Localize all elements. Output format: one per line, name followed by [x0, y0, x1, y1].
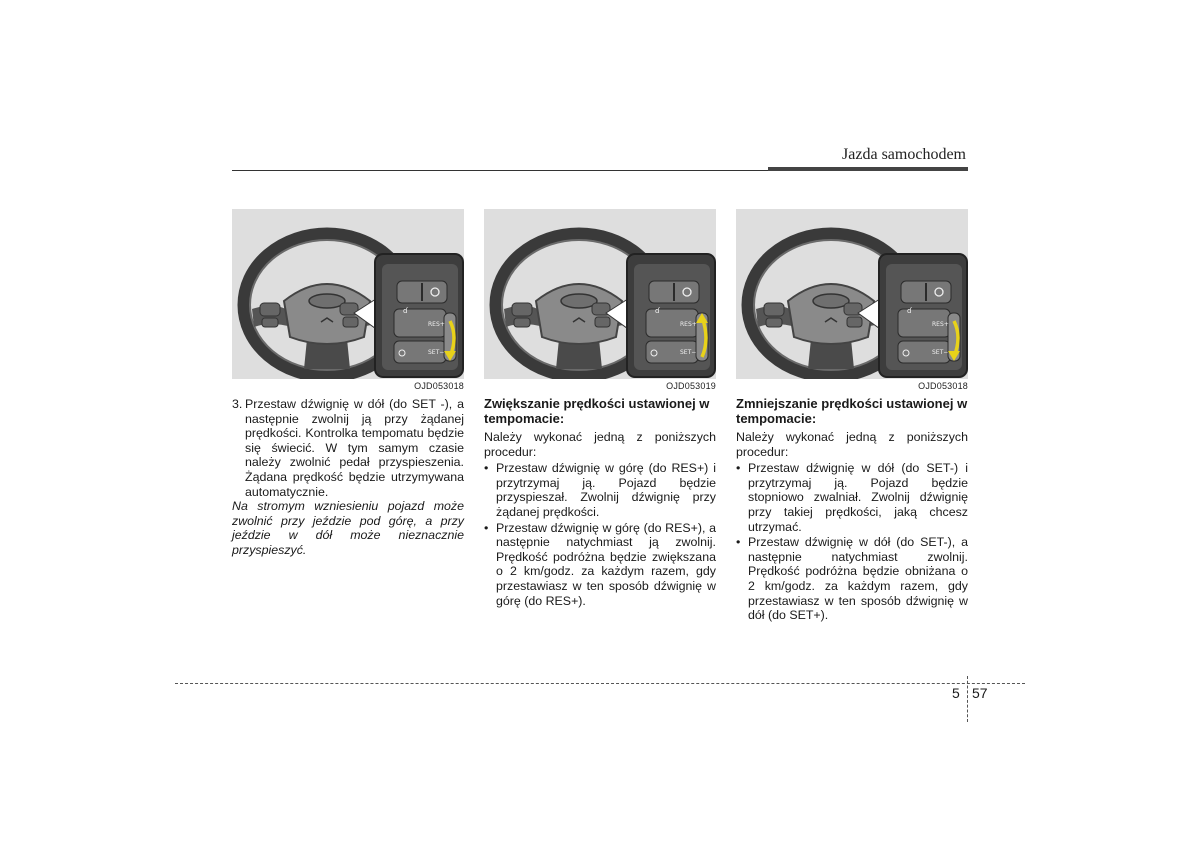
header-rule: [232, 170, 768, 171]
list-item-text: Przestaw dźwignię w górę (do RES+) i przytrzymaj ją. Pojazd będzie przyspieszał. Zwolnij dźwignię przy żądanej prędkości.: [496, 461, 716, 519]
bullet-icon: •: [484, 461, 489, 476]
intro-text: Należy wykonać jedną z poniższych procedur:: [484, 430, 716, 459]
figure-code: OJD053018: [414, 381, 464, 391]
set-switch-label: SET−: [932, 349, 949, 356]
set-switch-label: SET−: [428, 349, 445, 356]
section-title: Jazda samochodem: [842, 146, 966, 163]
numbered-step: [232, 397, 464, 499]
steering-wheel-figure: [484, 209, 716, 379]
step-text: Przestaw dźwignię w dół (do SET -), a następnie zwolnij ją przy żądanej prędkości. Kontrolka tempomatu będzie się świecić. W tym samym czasie należy zwolnić pedał przyspieszenia. Żądana prędkość będzie utrzymywana automatycznie.: [245, 397, 464, 499]
column-increase-speed: [484, 209, 716, 609]
intro-text: Należy wykonać jedną z poniższych procedur:: [736, 430, 968, 459]
page-number: 57: [972, 685, 988, 701]
footer-rule: [175, 683, 1025, 684]
res-switch-label: RES+: [680, 321, 697, 328]
bullet-icon: •: [736, 461, 741, 476]
list-item: [484, 521, 716, 609]
page-number-separator: [967, 676, 968, 722]
res-switch-label: RES+: [428, 321, 445, 328]
set-switch-label: SET−: [680, 349, 697, 356]
bullet-icon: •: [736, 535, 741, 550]
step-number: 3.: [232, 397, 243, 411]
figure-code: OJD053018: [918, 381, 968, 391]
list-item: [736, 535, 968, 623]
bullet-icon: •: [484, 520, 489, 535]
header-rule-accent: [768, 167, 968, 171]
italic-note: Na stromym wzniesieniu pojazd może zwolnić przy jeździe pod górę, a przy jeździe w dół może nieznacznie przyspieszyć.: [232, 499, 464, 557]
steering-wheel-illustration: [484, 209, 716, 379]
res-switch-label: RES+: [932, 321, 949, 328]
list-item-text: Przestaw dźwignię w dół (do SET-), a następnie natychmiast zwolnij. Prędkość podróżna będzie obniżana o 2 km/godz. za każdym razem, gdy przestawiasz w ten sposób dźwignię w dół (do SET+).: [748, 535, 968, 623]
steering-wheel-illustration: [736, 209, 968, 379]
list-item: [736, 461, 968, 534]
section-heading: Zwiększanie prędkości ustawionej w tempomacie:: [484, 396, 710, 426]
procedure-list: [484, 461, 716, 608]
steering-wheel-figure: [736, 209, 968, 379]
list-item: [484, 461, 716, 519]
list-item-text: Przestaw dźwignię w górę (do RES+), a następnie natychmiast ją zwolnij. Prędkość podróżna będzie zwiększana o 2 km/godz. za każdym razem, gdy przestawiasz w ten sposób dźwignię w górę (do RES+).: [496, 520, 716, 608]
section-heading: Zmniejszanie prędkości ustawionej w tempomacie:: [736, 396, 968, 426]
column-step-3: [232, 209, 464, 558]
steering-wheel-figure: [232, 209, 464, 379]
chapter-number: 5: [952, 685, 960, 701]
figure-code: OJD053019: [666, 381, 716, 391]
column-decrease-speed: [736, 209, 968, 624]
steering-wheel-illustration: [232, 209, 464, 379]
list-item-text: Przestaw dźwignię w dół (do SET-) i przytrzymaj ją. Pojazd będzie stopniowo zwalniał. Zwolnij dźwignię przy takiej prędkości, jaką chcesz utrzymać.: [748, 461, 968, 534]
procedure-list: [736, 461, 968, 623]
